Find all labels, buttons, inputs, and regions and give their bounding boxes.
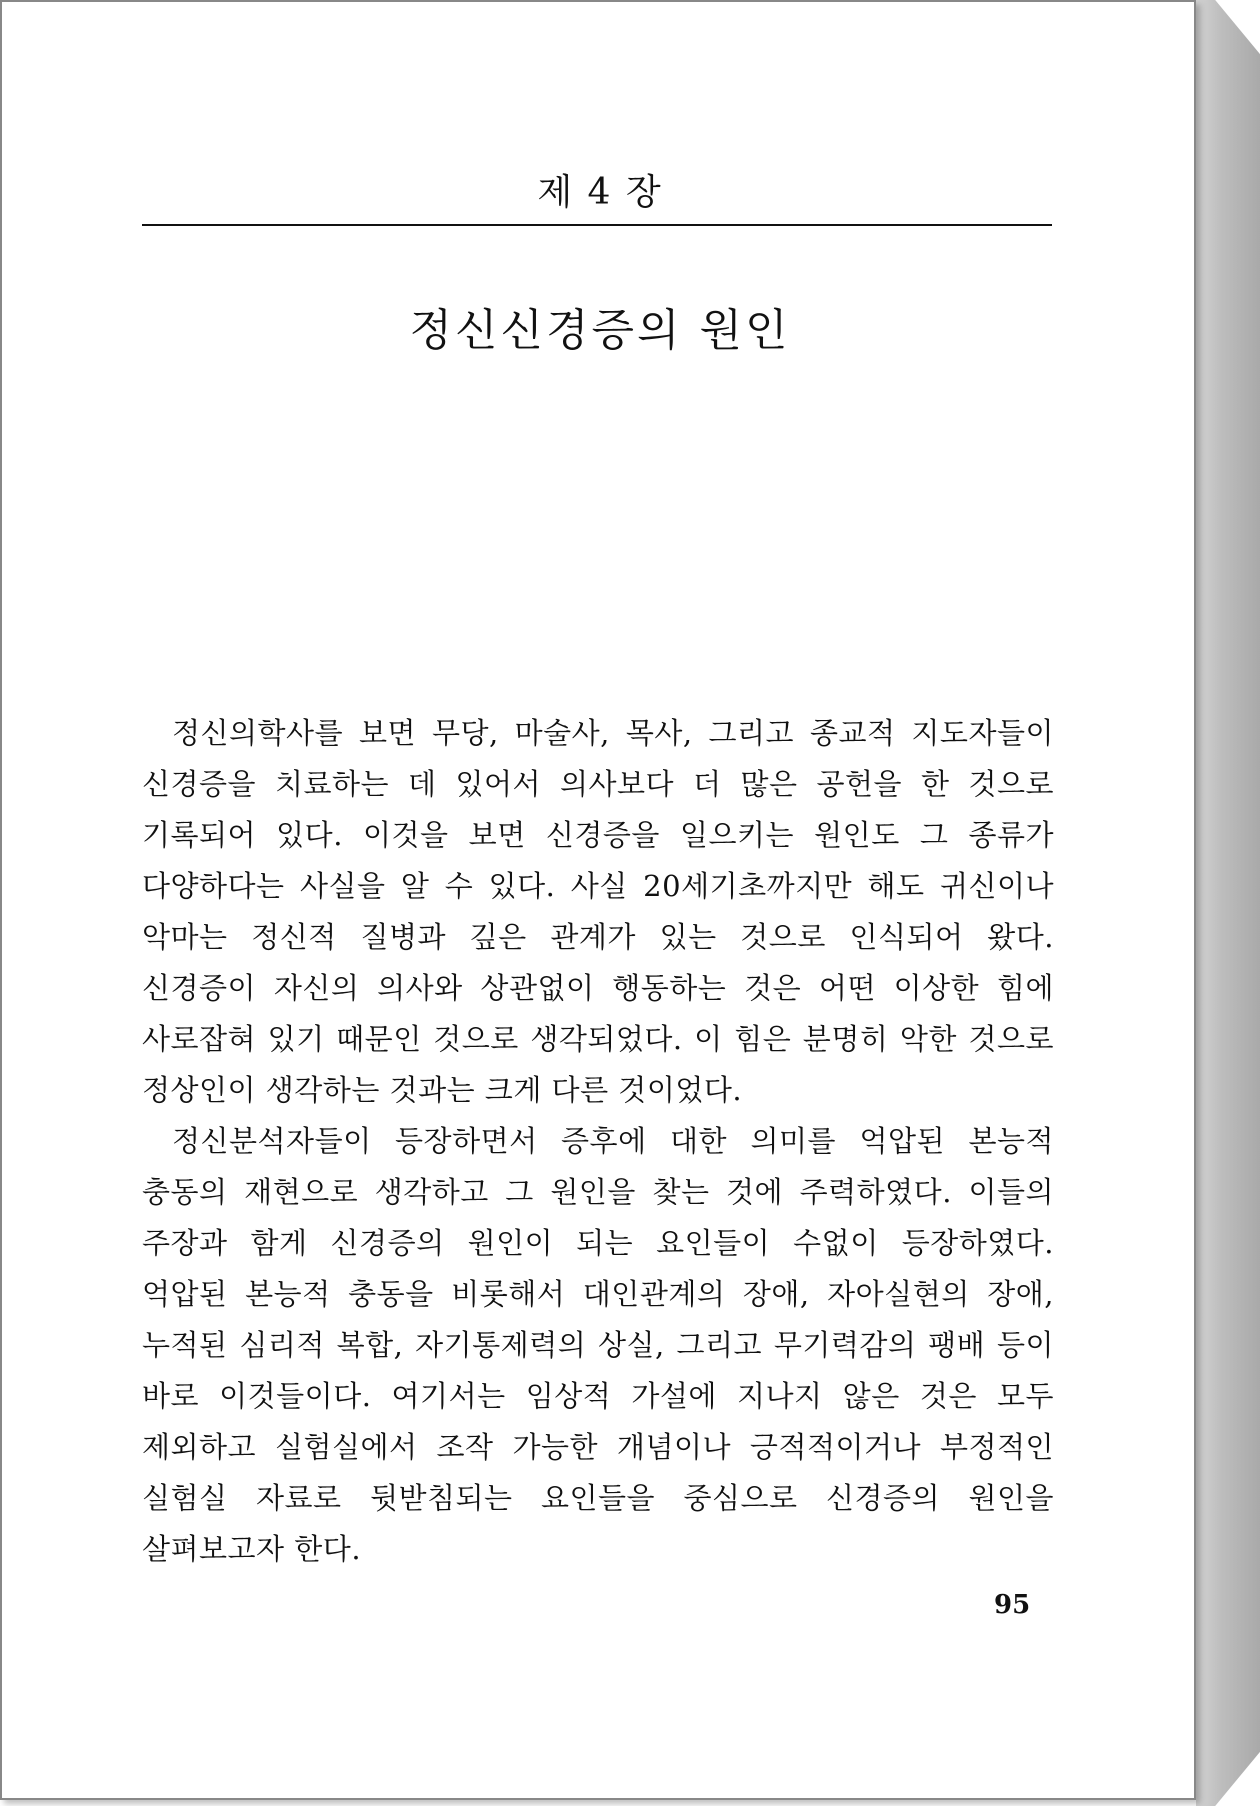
chapter-title: 정신신경증의 원인 [409,305,791,356]
chapter-label: 제 4 장 [537,172,663,213]
page-edge [1196,0,1260,1806]
chapter-divider [142,224,1052,226]
body-text [142,708,1054,1575]
paragraph: 정신분석자들이 등장하면서 증후에 대한 의미를 억압된 본능적 충동의 재현으로 생각하고 그 원인을 찾는 것에 주력하였다. 이들의 주장과 함게 신경증의 원인이 되는 요인들이 수없이 등장하였다. 억압된 본능적 충동을 비롯해서 대인관계의 장애, 자아실현의 장애, 누적된 심리적 복합, 자기통제력의 상실, 그리고 무기력감의 팽배 등이 바로 이것들이다. 여기서는 임상적 가설에 지나지 않은 것은 모두 제외하고 실험실에서 조작 가능한 개념이나 긍적적이거나 부정적인 실험실 자료로 뒷받침되는 요인들을 중심으로 신경증의 원인을 살펴보고자 한다. [142,1124,1054,1566]
page-number: 95 [994,1590,1031,1620]
paragraph: 정신의학사를 보면 무당, 마술사, 목사, 그리고 종교적 지도자들이 신경증을 치료하는 데 있어서 의사보다 더 많은 공헌을 한 것으로 기록되어 있다. 이것을 보면 신경증을 일으키는 원인도 그 종류가 다양하다는 사실을 알 수 있다. 사실 20세기초까지만 해도 귀신이나 악마는 정신적 질병과 깊은 관계가 있는 것으로 인식되어 왔다. 신경증이 자신의 의사와 상관없이 행동하는 것은 어떤 이상한 힘에 사로잡혀 있기 때문인 것으로 생각되었다. 이 힘은 분명히 악한 것으로 정상인이 생각하는 것과는 크게 다른 것이었다. [142,716,1054,1107]
